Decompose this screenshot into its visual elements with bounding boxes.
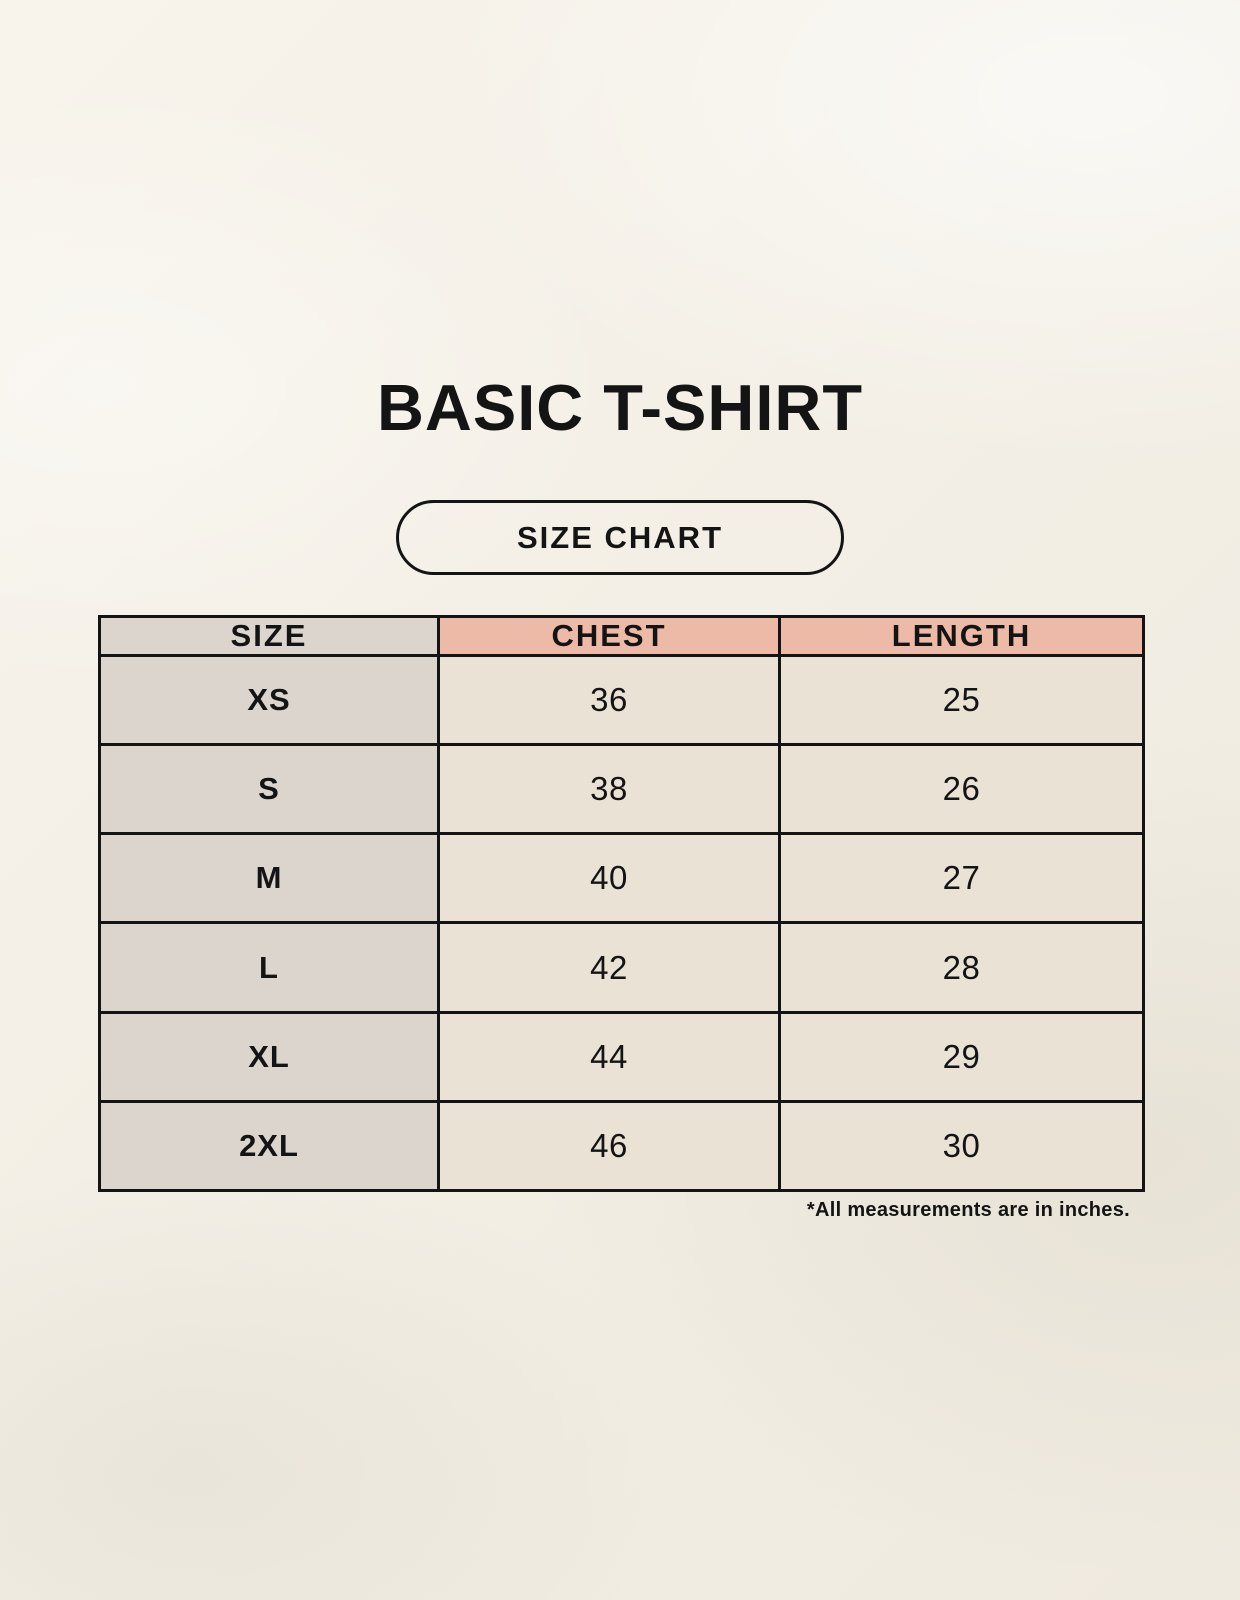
header-row (100, 617, 1144, 656)
size-cell: 2XL (100, 1101, 439, 1190)
table-row (100, 745, 1144, 834)
length-cell: 25 (780, 656, 1144, 745)
header-size: SIZE (100, 617, 439, 656)
length-cell: 28 (780, 923, 1144, 1012)
size-chart-button-label: SIZE CHART (517, 519, 723, 555)
chest-cell: 40 (439, 834, 780, 923)
chest-cell: 46 (439, 1101, 780, 1190)
header-chest: CHEST (439, 617, 780, 656)
size-cell: XS (100, 656, 439, 745)
table-row (100, 923, 1144, 1012)
length-cell: 26 (780, 745, 1144, 834)
size-cell: M (100, 834, 439, 923)
page-title: BASIC T-SHIRT (376, 371, 864, 444)
size-cell: L (100, 923, 439, 1012)
chest-cell: 36 (439, 656, 780, 745)
chest-cell: 42 (439, 923, 780, 1012)
chest-cell: 38 (439, 745, 780, 834)
header-length: LENGTH (780, 617, 1144, 656)
measurements-footnote: *All measurements are in inches. (806, 1199, 1130, 1221)
chest-cell: 44 (439, 1012, 780, 1101)
size-chart-table (98, 615, 1145, 1192)
table-row (100, 656, 1144, 745)
size-cell: XL (100, 1012, 439, 1101)
size-chart-button[interactable] (396, 500, 844, 575)
size-cell: S (100, 745, 439, 834)
length-cell: 27 (780, 834, 1144, 923)
table-row (100, 1012, 1144, 1101)
table-row (100, 1101, 1144, 1190)
table-row (100, 834, 1144, 923)
length-cell: 29 (780, 1012, 1144, 1101)
length-cell: 30 (780, 1101, 1144, 1190)
